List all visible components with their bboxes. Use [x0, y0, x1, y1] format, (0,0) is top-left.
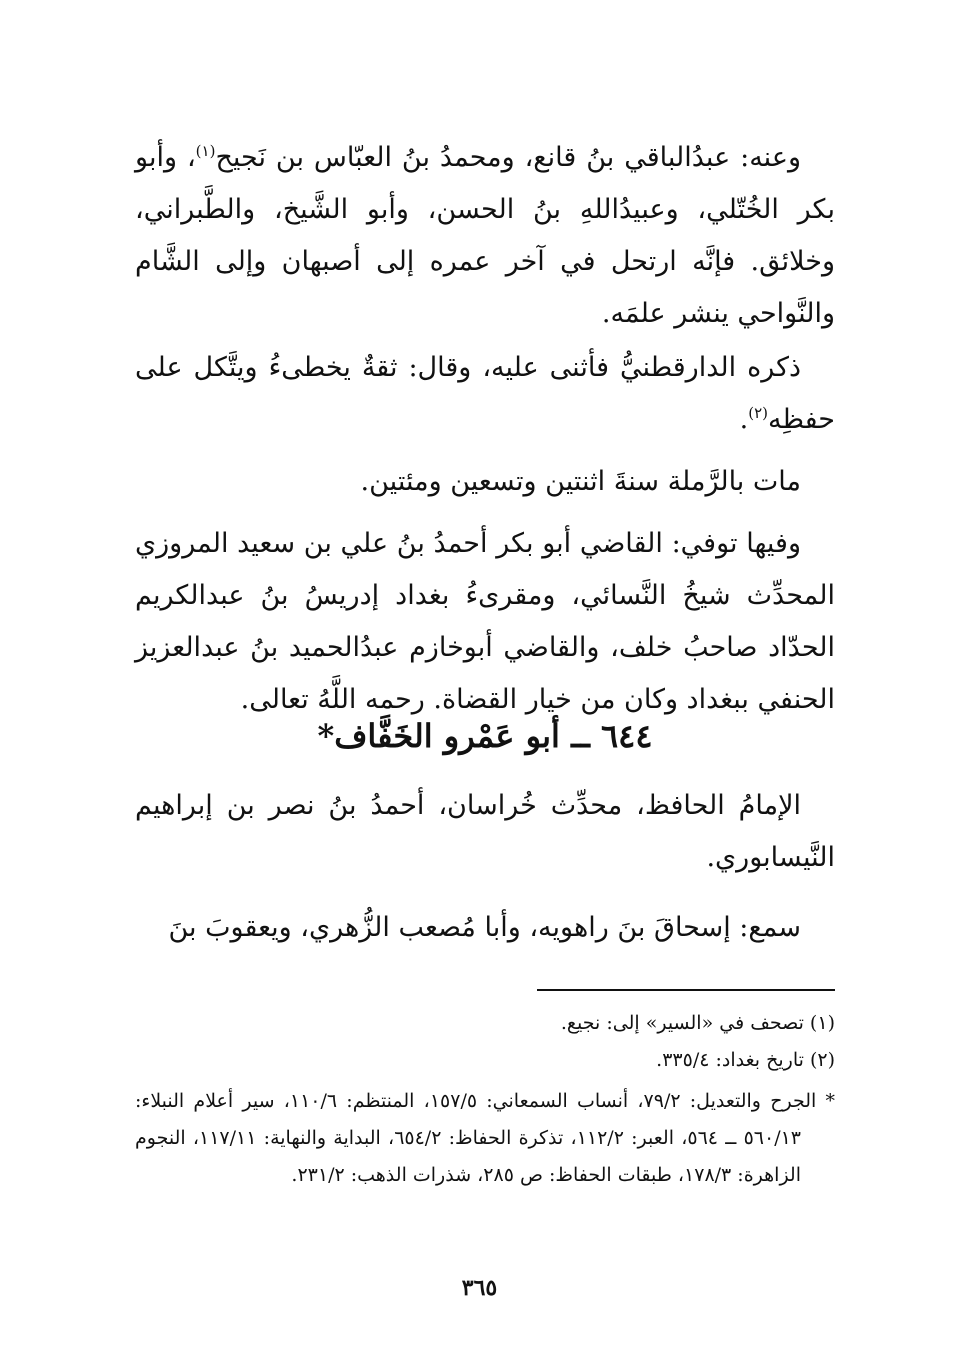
- footnote-divider: [537, 989, 835, 991]
- paragraph-text: سمع: إسحاقَ بنَ راهويه، وأبا مُصعب الزُّهري، ويعقوبَ بنَ: [168, 912, 801, 943]
- footnotes: [135, 1005, 835, 1194]
- paragraph-text: الإمامُ الحافظ، محدِّث خُراسان، أحمدُ بنُ نصر بن إبراهيم النَّيسابوري.: [135, 790, 835, 873]
- footnote-1: (١) تصحف في «السير» إلى: نجيع.: [560, 1012, 835, 1034]
- paragraph-end: .: [739, 404, 749, 435]
- source-references: * الجرح والتعديل: ٧٩/٢، أنساب السمعاني: ١٥٧/٥، المنتظم: ١١٠/٦، سير أعلام النبلاء: ٥٦٠/١٣ ــ ٥٦٤، العبر: ١١٢/٢، تذكرة الحفاظ: ٦٥٤/٢، البداية والنهاية: ١١٧/١١، النجوم الزاهرة: ١٧٨/٣، طبقات الحفاظ: ص ٢٨٥، شذرات الذهب: ٢٣١/٢.: [135, 1090, 835, 1186]
- paragraph-narrators: [135, 132, 835, 340]
- page-number: ٣٦٥: [461, 1275, 498, 1301]
- paragraph-entry-intro: [135, 780, 835, 884]
- paragraph-text: [135, 342, 835, 446]
- entry-heading: ٦٤٤ ــ أبو عَمْرو الخَفَّاف*: [317, 717, 653, 755]
- paragraph-continuation: ، وأبو بكر الخُتّلي، وعبيدُاللهِ بنُ الحسن، وأبو الشَّيخ، والطَّبراني، وخلائق. فإنَّه ارتحل في آخر عمره إلى أصبهان وإلى الشَّام والنَّواحي ينشر علمَه.: [135, 142, 835, 329]
- footnote-marker-1: (١): [195, 142, 216, 160]
- paragraph-death: [135, 456, 835, 508]
- paragraph-deaths-same-year: [135, 518, 835, 726]
- paragraph-text: مات بالرَّملة سنةَ اثنتين وتسعين ومئتين.: [360, 466, 801, 497]
- paragraph-start: ذكره الدارقطنيُّ فأثنى عليه، وقال: ثقةٌ يخطىءُ ويتَّكل على حفظِه: [135, 352, 835, 435]
- paragraph-teachers: [135, 902, 835, 954]
- paragraph-daraqutni: [135, 342, 835, 446]
- footnote-marker-2: (٢): [748, 404, 769, 422]
- paragraph-text: وفيها توفي: القاضي أبو بكر أحمدُ بنُ علي بن سعيد المروزي المحدِّث شيخُ النَّسائي، ومقرىءُ بغداد إدريسُ بنُ عبدالكريم الحدّاد صاحبُ خلف، والقاضي أبوخازم عبدُالحميد بنُ عبدالعزيز الحنفي ببغداد وكان من خيار القضاة. رحمه اللَّهُ تعالى.: [135, 528, 835, 715]
- paragraph-text: [135, 132, 835, 340]
- paragraph-start: وعنه: عبدُالباقي بنُ قانع، ومحمدُ بنُ العبّاس بن نَجيح: [215, 142, 801, 173]
- footnote-2: (٢) تاريخ بغداد: ٣٣٥/٤.: [656, 1049, 835, 1071]
